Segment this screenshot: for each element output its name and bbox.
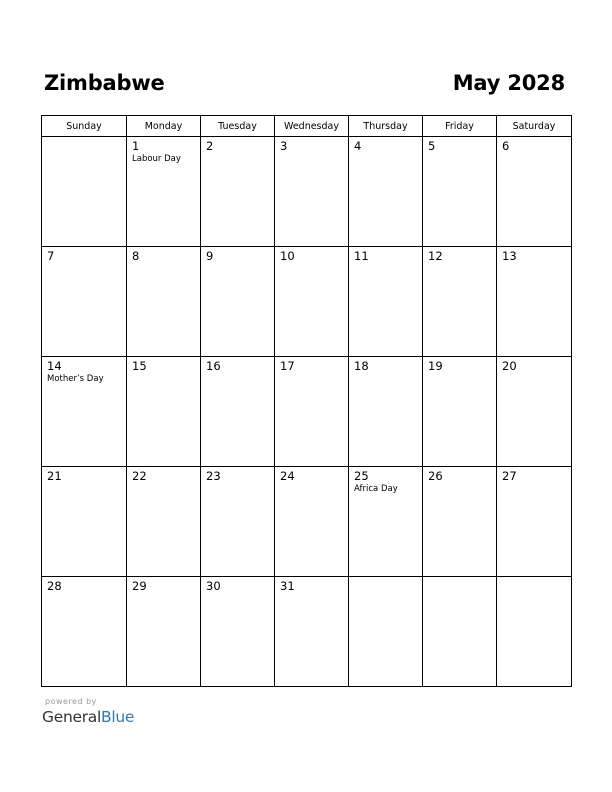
day-number: 27 (502, 469, 517, 483)
day-cell (423, 137, 497, 247)
day-number: 10 (280, 249, 295, 263)
day-number: 18 (354, 359, 369, 373)
day-cell (349, 137, 423, 247)
week-row (42, 137, 572, 247)
day-number: 5 (428, 139, 436, 153)
day-number: 29 (132, 579, 147, 593)
day-number: 7 (47, 249, 55, 263)
weekday-header: Saturday (497, 116, 572, 137)
weekday-header: Wednesday (275, 116, 349, 137)
week-row (42, 577, 572, 687)
day-number: 2 (206, 139, 214, 153)
day-cell (349, 357, 423, 467)
day-cell (275, 577, 349, 687)
day-number: 13 (502, 249, 517, 263)
day-number: 15 (132, 359, 147, 373)
brand-blue-text: Blue (100, 708, 135, 726)
day-cell (275, 247, 349, 357)
day-cell (275, 137, 349, 247)
day-cell (127, 357, 201, 467)
holiday-label: Africa Day (354, 484, 398, 494)
week-row (42, 357, 572, 467)
day-number: 3 (280, 139, 288, 153)
day-cell (423, 357, 497, 467)
month-year-title: May 2028 (452, 71, 565, 95)
day-number: 11 (354, 249, 369, 263)
day-number: 30 (206, 579, 221, 593)
day-cell (42, 357, 127, 467)
day-number: 28 (47, 579, 62, 593)
holiday-label: Mother’s Day (47, 374, 104, 384)
day-cell (349, 467, 423, 577)
day-number: 17 (280, 359, 295, 373)
day-number: 25 (354, 469, 369, 483)
day-number: 31 (280, 579, 295, 593)
day-cell (42, 577, 127, 687)
empty-day-cell (349, 577, 423, 687)
day-cell (42, 247, 127, 357)
day-number: 20 (502, 359, 517, 373)
holiday-label: Labour Day (132, 154, 181, 164)
day-number: 19 (428, 359, 443, 373)
week-row (42, 467, 572, 577)
weekday-header: Friday (423, 116, 497, 137)
week-row (42, 247, 572, 357)
day-number: 9 (206, 249, 214, 263)
calendar-grid (41, 115, 572, 687)
day-cell (349, 247, 423, 357)
empty-day-cell (423, 577, 497, 687)
weekday-header: Thursday (349, 116, 423, 137)
weekday-header: Monday (127, 116, 201, 137)
day-cell (275, 467, 349, 577)
day-cell (497, 357, 572, 467)
day-number: 12 (428, 249, 443, 263)
day-cell (127, 247, 201, 357)
day-number: 4 (354, 139, 362, 153)
day-number: 6 (502, 139, 510, 153)
day-cell (127, 137, 201, 247)
generalblue-logo (42, 708, 134, 726)
day-cell (201, 467, 275, 577)
day-number: 22 (132, 469, 147, 483)
day-cell (275, 357, 349, 467)
day-number: 23 (206, 469, 221, 483)
day-cell (201, 247, 275, 357)
day-number: 24 (280, 469, 295, 483)
day-cell (201, 357, 275, 467)
day-cell (497, 467, 572, 577)
day-cell (201, 577, 275, 687)
country-title: Zimbabwe (44, 71, 165, 95)
powered-by-text: powered by (45, 697, 97, 706)
day-number: 14 (47, 359, 62, 373)
weekday-header-row (42, 116, 572, 137)
day-cell (423, 247, 497, 357)
weekday-header: Tuesday (201, 116, 275, 137)
day-cell (127, 577, 201, 687)
day-cell (42, 467, 127, 577)
empty-day-cell (497, 577, 572, 687)
weekday-header: Sunday (42, 116, 127, 137)
day-number: 16 (206, 359, 221, 373)
day-cell (127, 467, 201, 577)
empty-day-cell (42, 137, 127, 247)
day-number: 21 (47, 469, 62, 483)
brand-general-text: General (42, 708, 101, 726)
day-number: 1 (132, 139, 140, 153)
day-number: 26 (428, 469, 443, 483)
day-cell (201, 137, 275, 247)
day-cell (423, 467, 497, 577)
day-cell (497, 137, 572, 247)
day-number: 8 (132, 249, 140, 263)
day-cell (497, 247, 572, 357)
